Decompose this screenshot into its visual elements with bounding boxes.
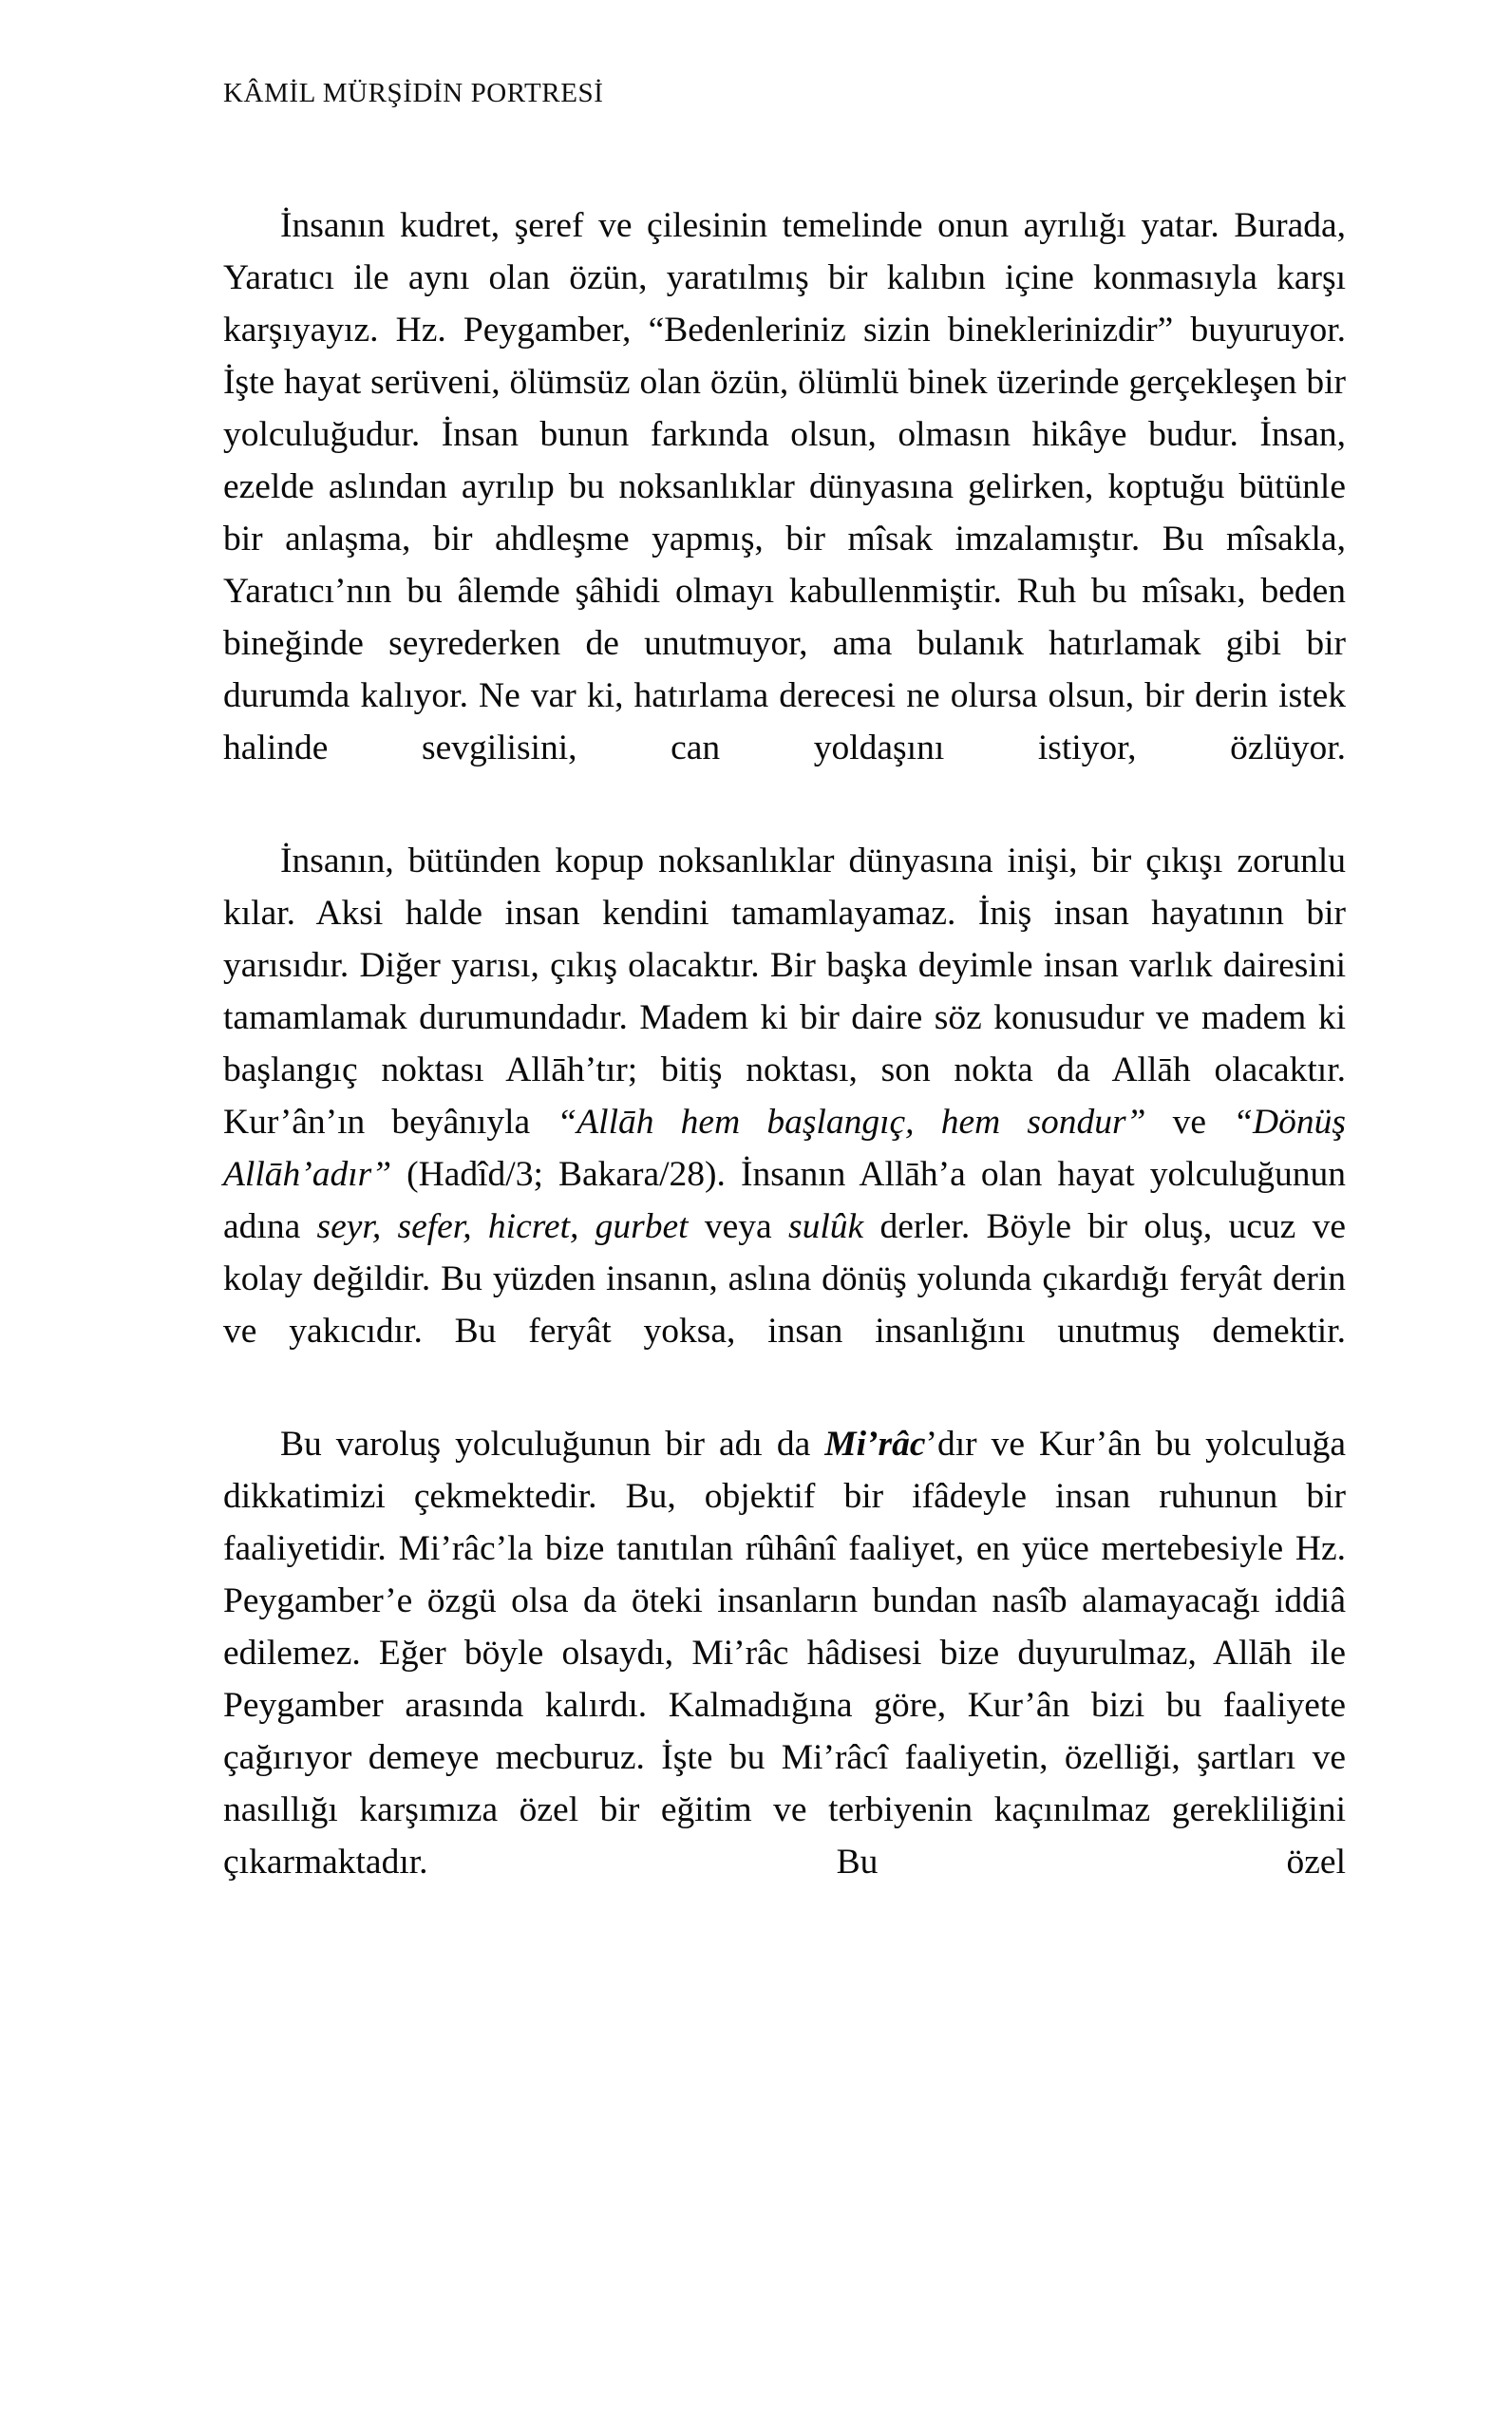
- text-run: veya: [688, 1207, 788, 1246]
- text-run: Bu varoluş yolculuğunun bir adı da: [280, 1425, 825, 1464]
- text-run: ’dır ve Kur’ân bu yolculuğa dikkatimizi çekmektedir. Bu, objektif bir ifâdeyle insan ruhunun bir faaliyetidir. Mi’râc’la bize tanıtılan rûhânî faaliyet, en yüce mertebesiyle Hz. Peygamber’e özgü olsa da öteki insanların bundan nasîb alamayacağı iddiâ edilemez. Eğer böyle olsaydı, Mi’râc hâdisesi bize duyurulmaz, Allāh ile Peygamber arasında kalırdı. Kalmadığına göre, Kur’ân bizi bu faaliyete çağırıyor demeye mecburuz. İşte bu Mi’râcî faaliyetin, özelliği, şartları ve nasıllığı karşımıza özel bir eğitim ve terbiyenin kaçınılmaz gerekliliğini çıkarmaktadır. Bu özel: [223, 1425, 1346, 1882]
- text-run: İnsanın, bütünden kopup noksanlıklar dünyasına inişi, bir çıkışı zorunlu kılar. Aksi halde insan kendini tamamlayamaz. İniş insan hayatının bir yarısıdır. Diğer yarısı, çıkış olacaktır. Bir başka deyimle insan varlık dairesini tamamlamak durumundadır. Madem ki bir daire söz konusudur ve madem ki başlangıç noktası Allāh’tır; bitiş noktası, son nokta da Allāh olacaktır. Kur’ân’ın beyânıyla: [223, 842, 1346, 1142]
- italic-run: sulûk: [787, 1207, 864, 1246]
- text-run: ve: [1145, 1103, 1234, 1142]
- bold-italic-run: Mi’râc: [824, 1425, 926, 1464]
- body-text-block: [223, 199, 1346, 1940]
- paragraph-1: [223, 199, 1346, 826]
- paragraph-2: [223, 835, 1346, 1410]
- italic-run: “Dönüş Allāh’adır”: [223, 1103, 1346, 1194]
- italic-run: seyr, sefer, hicret, gurbet: [316, 1207, 689, 1246]
- italic-run: “Allāh hem başlangıç, hem sondur”: [557, 1103, 1146, 1142]
- text-run: İnsanın kudret, şeref ve çilesinin temelinde onun ayrılığı yatar. Burada, Yaratıcı ile aynı olan özün, yaratılmış bir kalıbın içine konmasıyla karşı karşıyayız. Hz. Peygamber, “Bedenleriniz sizin bineklerinizdir” buyuruyor. İşte hayat serüveni, ölümsüz olan özün, ölümlü binek üzerinde gerçekleşen bir yolculuğudur. İnsan bunun farkında olsun, olmasın hikâye budur. İnsan, ezelde aslından ayrılıp bu noksanlıklar dünyasına gelirken, koptuğu bütünle bir anlaşma, bir ahdleşme yapmış, bir mîsak imzalamıştır. Bu mîsakla, Yaratıcı’nın bu âlemde şâhidi olmayı kabullenmiştir. Ruh bu mîsakı, beden bineğinde seyrederken de unutmuyor, ama bulanık hatırlamak gibi bir durumda kalıyor. Ne var ki, hatırlama derecesi ne olursa olsun, bir derin istek halinde sevgilisini, can yoldaşını istiyor, özlüyor.: [223, 206, 1346, 767]
- text-run: (Hadîd/3; Bakara/28). İnsanın Allāh’a olan hayat yolculuğunun adına: [223, 1155, 1346, 1246]
- text-run: derler. Böyle bir oluş, ucuz ve kolay değildir. Bu yüzden insanın, aslına dönüş yolunda çıkardığı feryât derin ve yakıcıdır. Bu feryât yoksa, insan insanlığını unutmuş demektir.: [223, 1207, 1346, 1351]
- paragraph-3: [223, 1418, 1346, 1940]
- running-head: KÂMİL MÜRŞİDİN PORTRESİ: [223, 78, 604, 108]
